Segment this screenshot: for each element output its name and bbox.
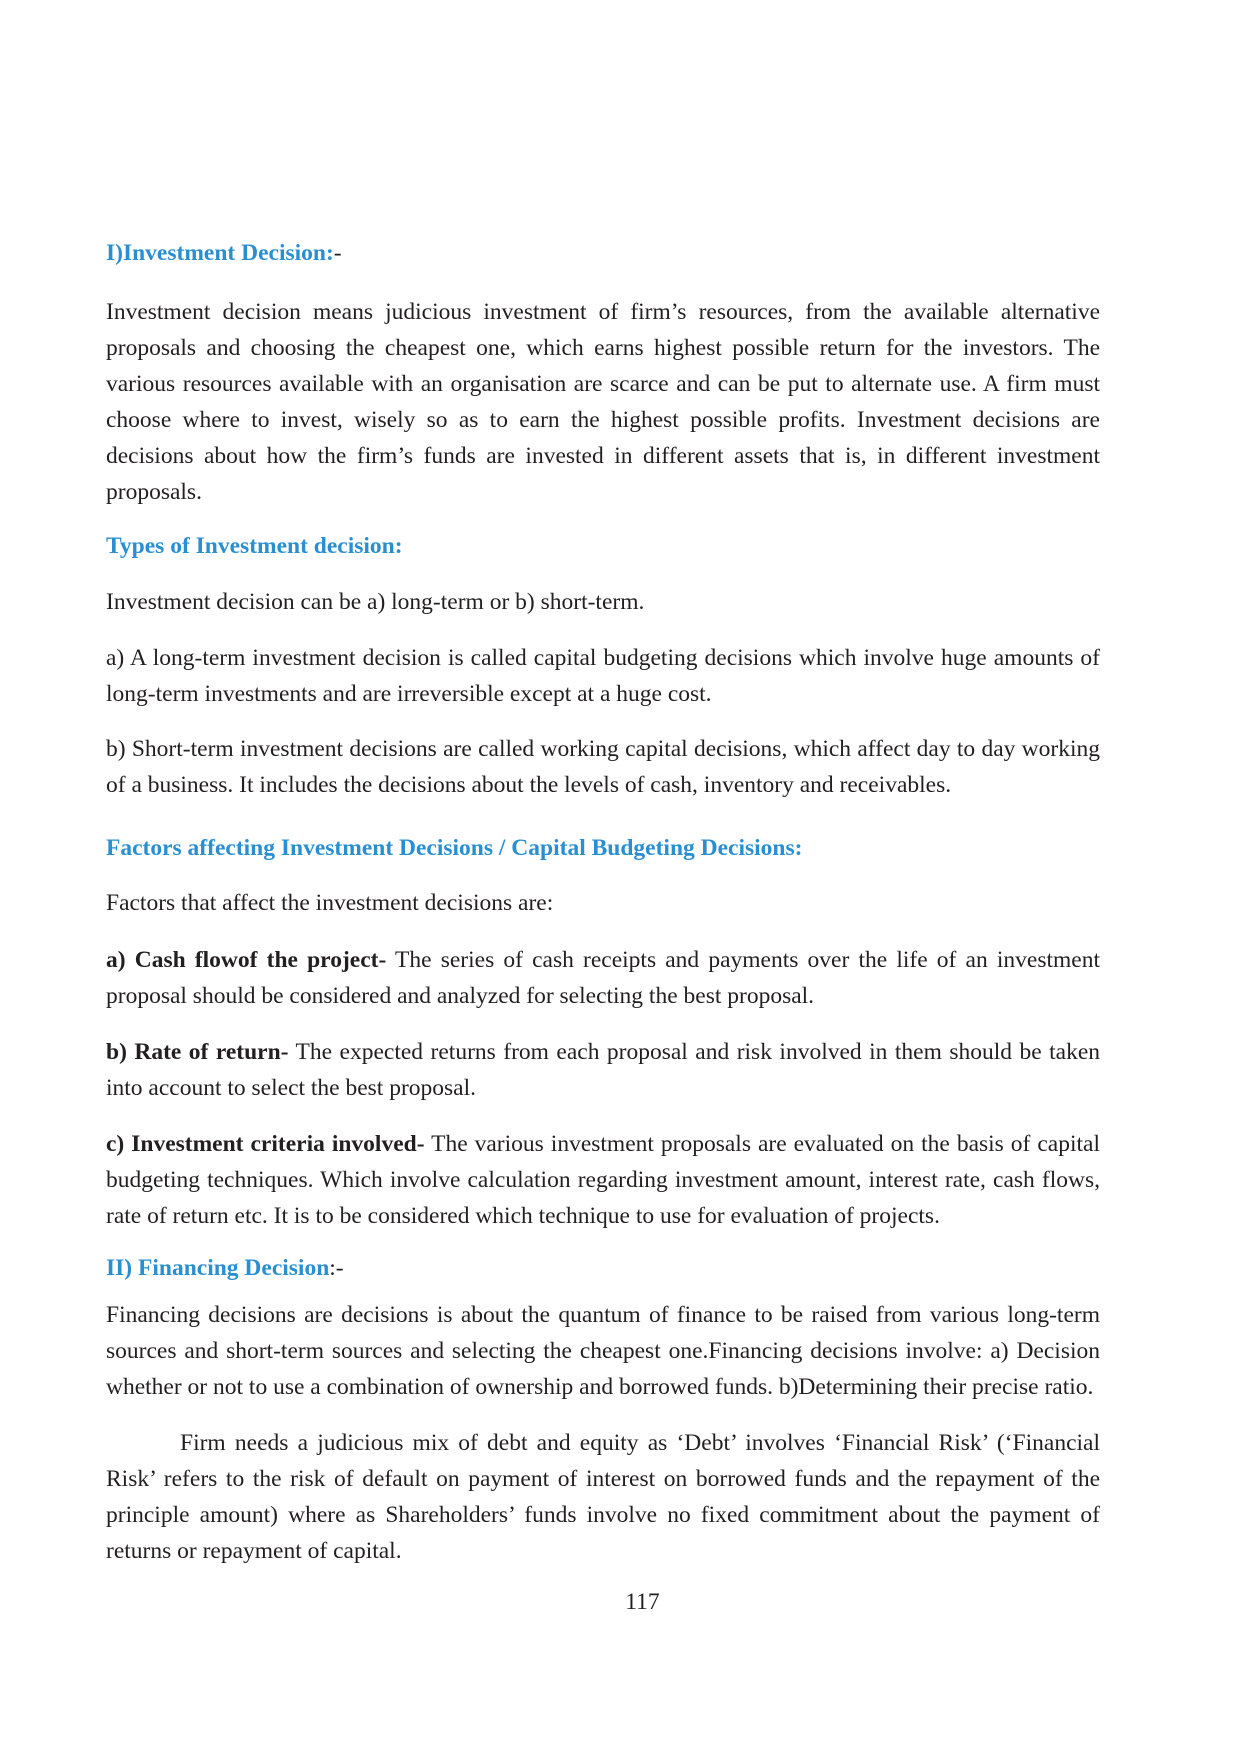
factors-intro-paragraph: Factors that affect the investment decisions are:	[106, 890, 554, 916]
investment-decision-paragraph: Investment decision means judicious investment of firm’s resources, from the available alternative proposals and choosing the cheapest one, which earns highest possible return for the investors. The various resources available with an organisation are scarce and can be put to alternate use. A firm must choose where to invest, wisely so as to earn the highest possible profits. Investment decisions are decisions about how the firm’s funds are invested in different assets that is, in different investment proposals.	[106, 299, 1100, 505]
long-term-paragraph: a) A long-term investment decision is called capital budgeting decisions which involve huge amounts of long-term investments and are irreversible except at a huge cost.	[106, 645, 1100, 707]
short-term-paragraph: b) Short-term investment decisions are called working capital decisions, which affect day to day working of a business. It includes the decisions about the levels of cash, inventory and receivables.	[106, 736, 1100, 798]
factor-text: The series of cash receipts and payments over the life of an investment proposal should be considered and analyzed for selecting the best proposal.	[106, 947, 1100, 1009]
factor-label: c) Investment criteria involved-	[106, 1131, 425, 1157]
factor-item-rate-of-return	[106, 1034, 1100, 1106]
types-intro-paragraph: Investment decision can be a) long-term or b) short-term.	[106, 589, 645, 615]
factor-item-investment-criteria	[106, 1126, 1100, 1234]
heading-financing-decision	[106, 1253, 1100, 1283]
page-content	[106, 238, 1100, 1569]
factor-item-cash-flow	[106, 942, 1100, 1014]
factor-text: The various investment proposals are evaluated on the basis of capital budgeting techniques. Which involve calculation regarding investment amount, interest rate, cash flows, rate of return etc. It is to be considered which technique to use for evaluation of projects.	[106, 1131, 1100, 1229]
page-number: 117	[625, 1589, 660, 1615]
factor-label: a) Cash flowof the project-	[106, 947, 387, 973]
heading-financing-decision-text: II) Financing Decision	[106, 1255, 330, 1281]
heading-investment-decision-text: I)Investment Decision:	[106, 240, 334, 266]
heading-investment-decision	[106, 238, 1100, 268]
financing-mix-paragraph: Firm needs a judicious mix of debt and equity as ‘Debt’ involves ‘Financial Risk’ (‘Financial Risk’ refers to the risk of default on payment of interest on borrowed funds and the repayment of the principle amount) where as Shareholders’ funds involve no fixed commitment about the payment of returns or repayment of capital.	[106, 1430, 1100, 1564]
heading-financing-decision-suffix: :-	[329, 1255, 344, 1281]
heading-investment-decision-suffix: -	[333, 240, 342, 266]
factor-label: b) Rate of return-	[106, 1039, 289, 1065]
factor-text: The expected returns from each proposal and risk involved in them should be taken into account to select the best proposal.	[106, 1039, 1101, 1101]
heading-types-of-investment: Types of Investment decision:	[106, 533, 403, 559]
heading-factors-affecting: Factors affecting Investment Decisions / Capital Budgeting Decisions:	[106, 835, 803, 861]
financing-decision-paragraph: Financing decisions are decisions is about the quantum of finance to be raised from various long-term sources and short-term sources and selecting the cheapest one.Financing decisions involve: a) Decision whether or not to use a combination of ownership and borrowed funds. b)Determining their precise ratio.	[106, 1302, 1100, 1400]
